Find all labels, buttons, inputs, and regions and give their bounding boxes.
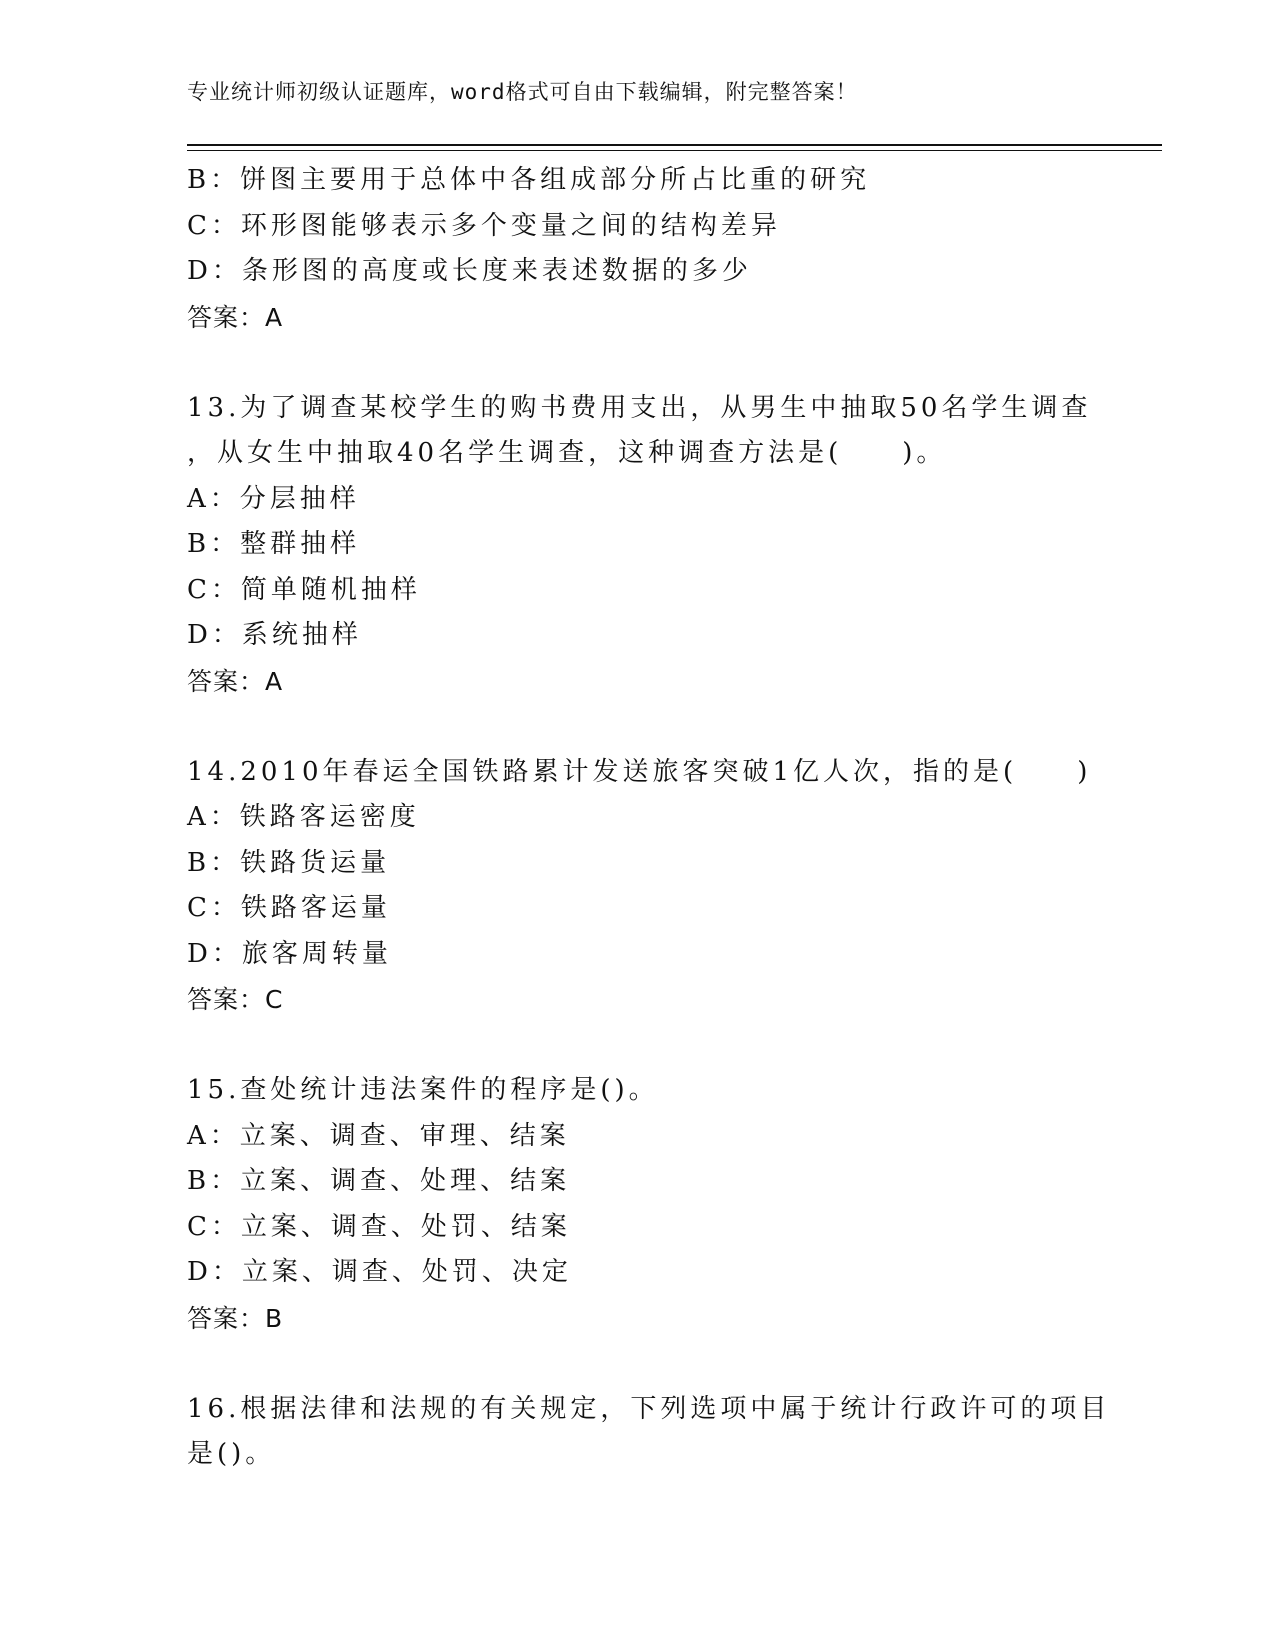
spacer [187, 1341, 1087, 1387]
answer: 答案：A [187, 666, 284, 696]
answer: 答案：C [187, 985, 284, 1014]
option-c: C：环形图能够表示多个变量之间的结构差异 [187, 210, 781, 241]
option-b: B：立案、调查、处理、结案 [187, 1166, 571, 1196]
option-a: A：铁路客运密度 [187, 802, 420, 832]
spacer [187, 1023, 1087, 1069]
question-stem: 13.为了调查某校学生的购书费用支出，从男生中抽取50名学生调查 [187, 392, 1092, 423]
option-b: B：饼图主要用于总体中各组成部分所占比重的研究 [187, 165, 871, 195]
answer: 答案：B [187, 1303, 284, 1333]
question-stem: ，从女生中抽取40名学生调查，这种调查方法是( )。 [187, 438, 947, 468]
option-c: C：简单随机抽样 [187, 574, 421, 605]
option-d: D：旅客周转量 [187, 938, 392, 969]
question-12 [187, 158, 1087, 340]
question-content [187, 158, 1111, 1478]
option-d: D：系统抽样 [187, 620, 362, 650]
spacer [187, 704, 1087, 750]
question-13 [187, 386, 1092, 705]
question-15 [187, 1068, 1087, 1341]
option-c: C：铁路客运量 [187, 893, 391, 923]
spacer [187, 340, 1087, 386]
option-d: D：立案、调查、处罚、决定 [187, 1257, 572, 1287]
option-c: C：立案、调查、处罚、结案 [187, 1211, 571, 1242]
answer: 答案：A [187, 302, 284, 332]
header-rule-thin [187, 150, 1162, 151]
header-rule-thick [187, 144, 1162, 146]
option-b: B：铁路货运量 [187, 847, 391, 878]
question-stem: 16.根据法律和法规的有关规定，下列选项中属于统计行政许可的项目 [187, 1393, 1111, 1424]
option-a: A：分层抽样 [187, 483, 360, 514]
option-a: A：立案、调查、审理、结案 [187, 1120, 570, 1151]
option-d: D：条形图的高度或长度来表述数据的多少 [187, 256, 752, 286]
page-header: 专业统计师初级认证题库，word格式可自由下载编辑，附完整答案！ [187, 80, 858, 104]
question-stem: 14.2010年春运全国铁路累计发送旅客突破1亿人次，指的是( ) [187, 756, 1092, 787]
question-stem: 是()。 [187, 1439, 276, 1469]
option-b: B：整群抽样 [187, 529, 361, 559]
question-stem: 15.查处统计违法案件的程序是()。 [187, 1075, 659, 1105]
question-14 [187, 750, 1092, 1023]
question-16 [187, 1387, 1111, 1478]
